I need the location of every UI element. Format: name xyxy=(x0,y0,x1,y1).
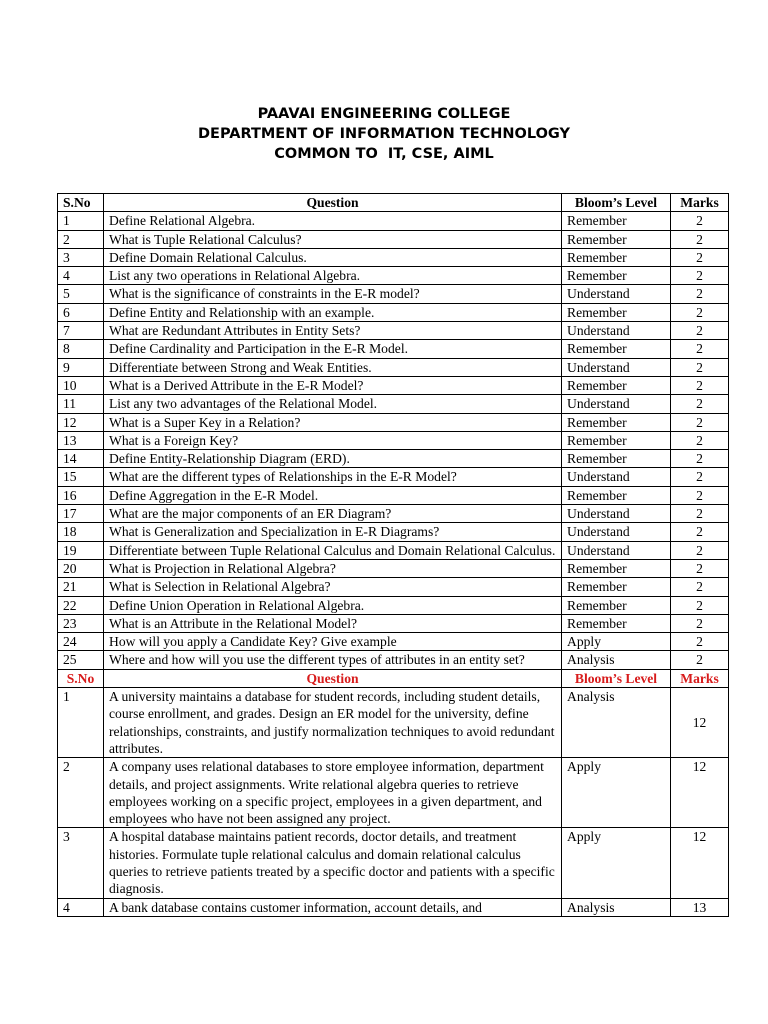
cell-marks: 2 xyxy=(671,376,729,394)
cell-question: What is a Foreign Key? xyxy=(104,431,562,449)
cell-bloom: Remember xyxy=(562,267,671,285)
cell-question: List any two operations in Relational Algebra. xyxy=(104,267,562,285)
cell-question: What are the different types of Relationships in the E-R Model? xyxy=(104,468,562,486)
part-a-header-row xyxy=(58,194,729,212)
cell-bloom: Remember xyxy=(562,486,671,504)
header-sno: S.No xyxy=(58,669,104,687)
table-row xyxy=(58,376,729,394)
cell-bloom: Apply xyxy=(562,633,671,651)
table-row xyxy=(58,486,729,504)
cell-marks: 2 xyxy=(671,450,729,468)
table-row xyxy=(58,651,729,669)
table-row xyxy=(58,413,729,431)
cell-sno: 4 xyxy=(58,267,104,285)
cell-marks: 2 xyxy=(671,303,729,321)
table-row xyxy=(58,898,729,916)
cell-question: Define Entity and Relationship with an example. xyxy=(104,303,562,321)
cell-marks: 12 xyxy=(671,758,729,828)
cell-bloom: Apply xyxy=(562,758,671,828)
cell-sno: 10 xyxy=(58,376,104,394)
cell-sno: 4 xyxy=(58,898,104,916)
table-row xyxy=(58,523,729,541)
cell-sno: 3 xyxy=(58,248,104,266)
cell-marks: 13 xyxy=(671,898,729,916)
cell-bloom: Understand xyxy=(562,285,671,303)
cell-sno: 12 xyxy=(58,413,104,431)
table-row xyxy=(58,285,729,303)
cell-sno: 11 xyxy=(58,395,104,413)
cell-question: Define Domain Relational Calculus. xyxy=(104,248,562,266)
cell-bloom: Remember xyxy=(562,431,671,449)
cell-sno: 17 xyxy=(58,505,104,523)
table-row xyxy=(58,395,729,413)
cell-marks: 2 xyxy=(671,651,729,669)
table-row xyxy=(58,828,729,898)
cell-bloom: Analysis xyxy=(562,898,671,916)
cell-bloom: Remember xyxy=(562,248,671,266)
cell-bloom: Understand xyxy=(562,523,671,541)
cell-question: Define Cardinality and Participation in the E-R Model. xyxy=(104,340,562,358)
table-row xyxy=(58,450,729,468)
cell-question: A company uses relational databases to store employee information, department details, and project assignments. Write relational algebra queries to retrieve employees working on a specific project, employees in a given department, and employees who have not been assigned any project. xyxy=(104,758,562,828)
table-row xyxy=(58,358,729,376)
table-row xyxy=(58,248,729,266)
cell-question: What is an Attribute in the Relational Model? xyxy=(104,614,562,632)
cell-sno: 1 xyxy=(58,212,104,230)
cell-question: Differentiate between Strong and Weak Entities. xyxy=(104,358,562,376)
cell-marks: 2 xyxy=(671,578,729,596)
cell-question: How will you apply a Candidate Key? Give example xyxy=(104,633,562,651)
cell-marks: 2 xyxy=(671,486,729,504)
cell-question: What is a Super Key in a Relation? xyxy=(104,413,562,431)
cell-question: What is Tuple Relational Calculus? xyxy=(104,230,562,248)
cell-sno: 16 xyxy=(58,486,104,504)
cell-sno: 19 xyxy=(58,541,104,559)
page-header xyxy=(0,104,768,164)
cell-question: What are the major components of an ER Diagram? xyxy=(104,505,562,523)
cell-bloom: Remember xyxy=(562,340,671,358)
table-row xyxy=(58,303,729,321)
cell-bloom: Remember xyxy=(562,230,671,248)
cell-marks: 2 xyxy=(671,559,729,577)
cell-bloom: Remember xyxy=(562,559,671,577)
cell-sno: 18 xyxy=(58,523,104,541)
cell-sno: 8 xyxy=(58,340,104,358)
cell-bloom: Apply xyxy=(562,828,671,898)
cell-bloom: Remember xyxy=(562,578,671,596)
cell-marks: 2 xyxy=(671,468,729,486)
cell-question: A university maintains a database for student records, including student details, course enrollment, and grades. Design an ER model for the university, define relationships, constraints, and justify normalization techniques to avoid redundant attributes. xyxy=(104,688,562,758)
header-question: Question xyxy=(104,669,562,687)
cell-bloom: Remember xyxy=(562,450,671,468)
cell-marks: 12 xyxy=(671,688,729,758)
cell-question: What is Generalization and Specialization in E-R Diagrams? xyxy=(104,523,562,541)
cell-bloom: Understand xyxy=(562,505,671,523)
header-bloom: Bloom’s Level xyxy=(562,669,671,687)
table-row xyxy=(58,468,729,486)
cell-marks: 2 xyxy=(671,230,729,248)
cell-question: What is Projection in Relational Algebra? xyxy=(104,559,562,577)
cell-sno: 6 xyxy=(58,303,104,321)
cell-marks: 2 xyxy=(671,212,729,230)
question-table xyxy=(57,193,729,917)
cell-marks: 2 xyxy=(671,505,729,523)
cell-question: Define Union Operation in Relational Algebra. xyxy=(104,596,562,614)
cell-sno: 15 xyxy=(58,468,104,486)
table-row xyxy=(58,633,729,651)
cell-question: What is a Derived Attribute in the E-R Model? xyxy=(104,376,562,394)
cell-question: Differentiate between Tuple Relational Calculus and Domain Relational Calculus. xyxy=(104,541,562,559)
cell-sno: 25 xyxy=(58,651,104,669)
cell-bloom: Remember xyxy=(562,596,671,614)
common-to-line: COMMON TO IT, CSE, AIML xyxy=(274,146,494,162)
cell-marks: 2 xyxy=(671,322,729,340)
cell-marks: 2 xyxy=(671,285,729,303)
cell-sno: 2 xyxy=(58,758,104,828)
cell-question: Define Relational Algebra. xyxy=(104,212,562,230)
cell-sno: 14 xyxy=(58,450,104,468)
cell-question: What is Selection in Relational Algebra? xyxy=(104,578,562,596)
cell-sno: 9 xyxy=(58,358,104,376)
cell-bloom: Understand xyxy=(562,322,671,340)
cell-marks: 2 xyxy=(671,395,729,413)
cell-bloom: Remember xyxy=(562,303,671,321)
table-row xyxy=(58,230,729,248)
cell-question: Define Entity-Relationship Diagram (ERD). xyxy=(104,450,562,468)
part-b-section xyxy=(58,669,729,687)
cell-sno: 5 xyxy=(58,285,104,303)
cell-question: List any two advantages of the Relational Model. xyxy=(104,395,562,413)
cell-question: A bank database contains customer information, account details, and xyxy=(104,898,562,916)
part-b-body xyxy=(58,688,729,917)
cell-bloom: Analysis xyxy=(562,651,671,669)
cell-question: Where and how will you use the different types of attributes in an entity set? xyxy=(104,651,562,669)
cell-sno: 23 xyxy=(58,614,104,632)
cell-marks: 2 xyxy=(671,596,729,614)
cell-bloom: Understand xyxy=(562,541,671,559)
cell-bloom: Remember xyxy=(562,212,671,230)
header-marks: Marks xyxy=(671,669,729,687)
header-question: Question xyxy=(104,194,562,212)
cell-bloom: Remember xyxy=(562,413,671,431)
cell-sno: 13 xyxy=(58,431,104,449)
table-row xyxy=(58,267,729,285)
table-row xyxy=(58,431,729,449)
header-marks: Marks xyxy=(671,194,729,212)
cell-bloom: Understand xyxy=(562,468,671,486)
cell-question: What are Redundant Attributes in Entity Sets? xyxy=(104,322,562,340)
cell-bloom: Understand xyxy=(562,395,671,413)
table-row xyxy=(58,596,729,614)
cell-marks: 2 xyxy=(671,541,729,559)
cell-marks: 2 xyxy=(671,358,729,376)
table-row xyxy=(58,614,729,632)
cell-marks: 2 xyxy=(671,614,729,632)
table-row xyxy=(58,559,729,577)
cell-marks: 2 xyxy=(671,523,729,541)
cell-bloom: Understand xyxy=(562,358,671,376)
cell-sno: 1 xyxy=(58,688,104,758)
cell-sno: 21 xyxy=(58,578,104,596)
cell-sno: 20 xyxy=(58,559,104,577)
college-name: PAAVAI ENGINEERING COLLEGE xyxy=(257,106,511,122)
cell-sno: 3 xyxy=(58,828,104,898)
cell-sno: 24 xyxy=(58,633,104,651)
cell-marks: 12 xyxy=(671,828,729,898)
cell-marks: 2 xyxy=(671,248,729,266)
header-bloom: Bloom’s Level xyxy=(562,194,671,212)
cell-question: What is the significance of constraints in the E-R model? xyxy=(104,285,562,303)
cell-sno: 22 xyxy=(58,596,104,614)
table-row xyxy=(58,541,729,559)
table-row xyxy=(58,758,729,828)
table-row xyxy=(58,578,729,596)
cell-marks: 2 xyxy=(671,413,729,431)
table-row xyxy=(58,322,729,340)
cell-bloom: Remember xyxy=(562,614,671,632)
table-row xyxy=(58,212,729,230)
cell-question: Define Aggregation in the E-R Model. xyxy=(104,486,562,504)
cell-bloom: Analysis xyxy=(562,688,671,758)
cell-marks: 2 xyxy=(671,633,729,651)
table-row xyxy=(58,340,729,358)
table-row xyxy=(58,505,729,523)
part-b-header-row xyxy=(58,669,729,687)
cell-sno: 7 xyxy=(58,322,104,340)
table-row xyxy=(58,688,729,758)
cell-marks: 2 xyxy=(671,431,729,449)
cell-marks: 2 xyxy=(671,267,729,285)
part-a-body xyxy=(58,212,729,669)
cell-question: A hospital database maintains patient records, doctor details, and treatment histories. Formulate tuple relational calculus and domain relational calculus queries to retrieve patients treated by a specific doctor and patients with a specific diagnosis. xyxy=(104,828,562,898)
cell-marks: 2 xyxy=(671,340,729,358)
cell-sno: 2 xyxy=(58,230,104,248)
cell-bloom: Remember xyxy=(562,376,671,394)
department-name: DEPARTMENT OF INFORMATION TECHNOLOGY xyxy=(198,126,570,142)
header-sno: S.No xyxy=(58,194,104,212)
